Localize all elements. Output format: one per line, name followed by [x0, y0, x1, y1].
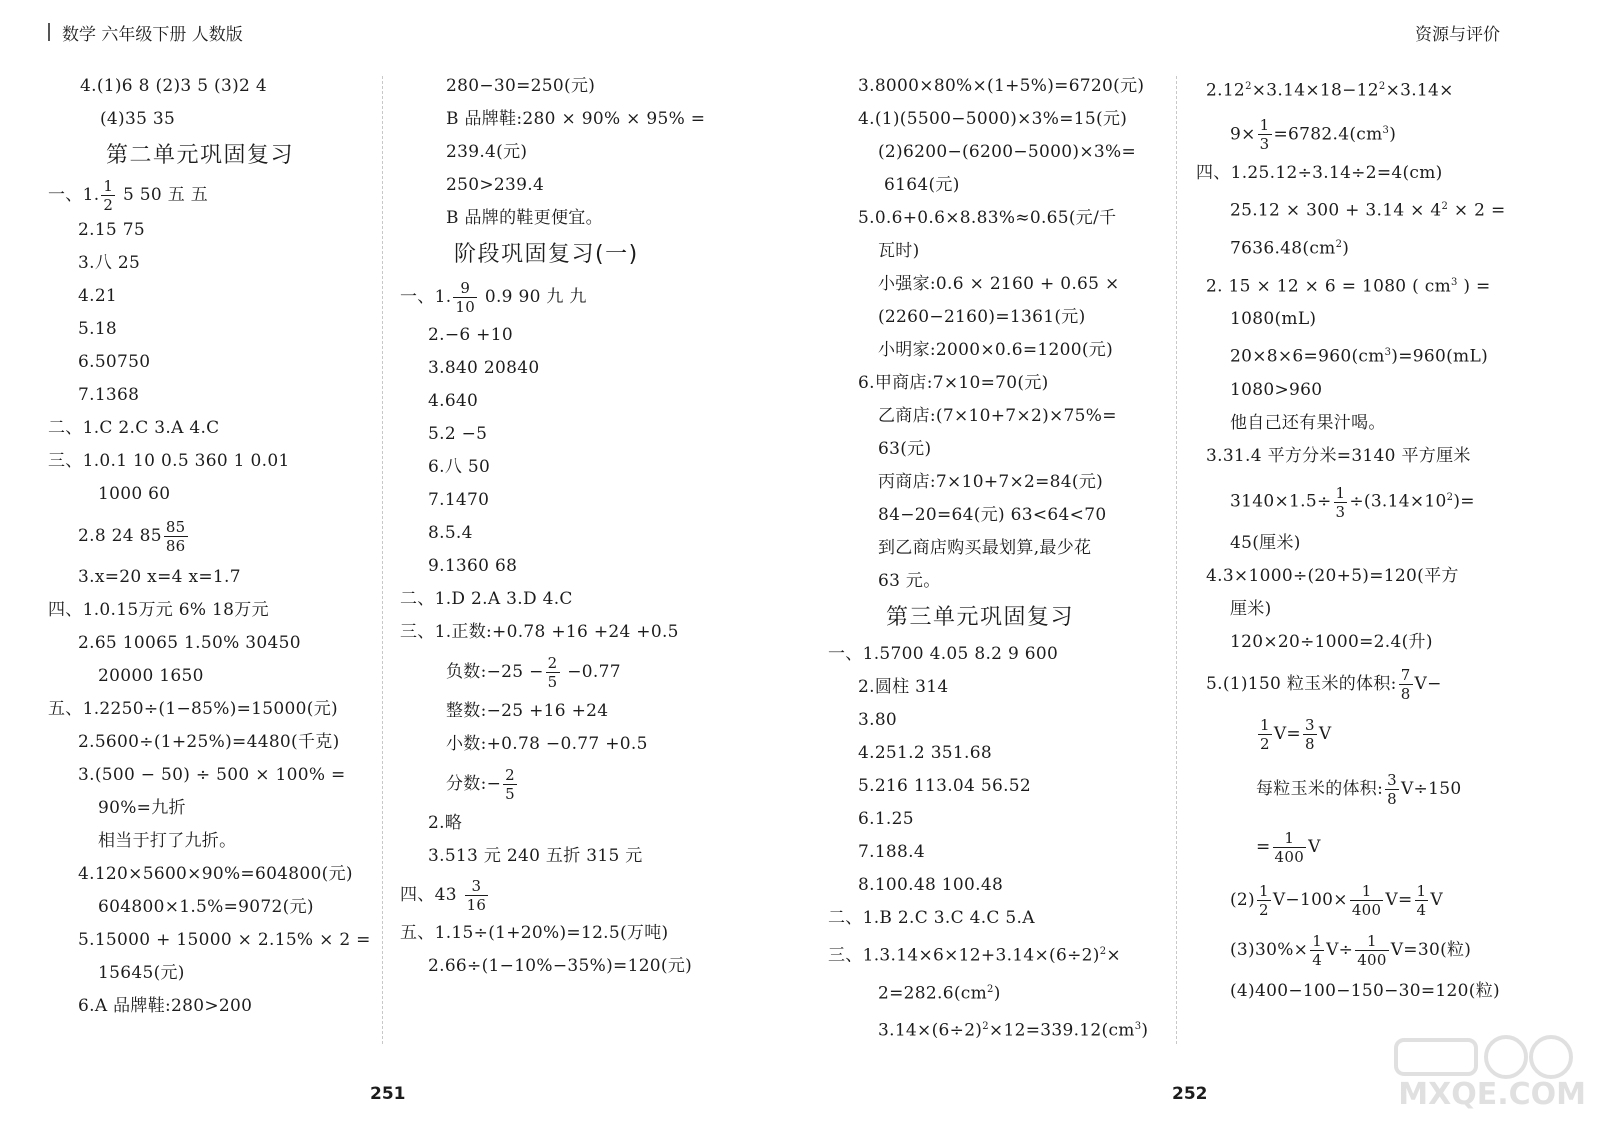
answer-line — [1196, 473, 1536, 527]
answer-text: ×3.14× — [1385, 80, 1454, 101]
answer-line: 三、1.正数:+0.78 +16 +24 +0.5 — [400, 622, 679, 642]
header-left: 数学 六年级下册 人数版 — [62, 25, 243, 45]
fraction — [503, 766, 517, 803]
answer-text: V= — [1273, 723, 1301, 744]
section-heading: 阶段巩固复习(一) — [454, 242, 639, 267]
answer-text: 一、1. — [48, 185, 100, 205]
numerator: 3 — [1387, 770, 1397, 789]
numerator: 1 — [1312, 931, 1323, 950]
header-right: 资源与评价 — [1415, 25, 1500, 45]
answer-line: 3.8000×80%×(1+5%)=6720(元) — [858, 76, 1145, 96]
answer-text: 分数:− — [446, 774, 502, 794]
answer-line: 3.513 元 240 五折 315 元 — [428, 846, 643, 866]
answer-text: ) — [993, 983, 1001, 1004]
answer-line — [1196, 228, 1536, 266]
denominator: 86 — [165, 537, 186, 555]
numerator: 1 — [1259, 116, 1270, 135]
answer-line — [1196, 659, 1536, 709]
answer-line: 3.31.4 平方分米=3140 平方厘米 — [1206, 445, 1471, 466]
answer-text: ) — [1141, 1020, 1149, 1041]
answer-line: 二、1.C 2.C 3.A 4.C — [48, 418, 220, 438]
answer-text: −0.77 — [567, 662, 621, 682]
answer-line: 5.15000 + 15000 × 2.15% × 2 = — [78, 930, 371, 950]
numerator: 7 — [1400, 665, 1411, 684]
answer-line: 二、1.D 2.A 3.D 4.C — [400, 589, 573, 609]
answer-line — [828, 973, 1168, 1011]
answer-line: 90%=九折 — [98, 798, 186, 818]
exponent: 2 — [1245, 81, 1252, 92]
answer-line — [1196, 266, 1536, 304]
answer-text: 7636.48(cm — [1230, 238, 1336, 259]
exponent: 2 — [1335, 238, 1343, 250]
answer-text: 负数:−25 − — [446, 662, 544, 682]
denominator: 400 — [1357, 950, 1387, 969]
answer-line: 丙商店:7×10+7×2=84(元) — [878, 472, 1104, 492]
answer-text: 2.12 — [1206, 80, 1246, 101]
numerator: 1 — [1258, 881, 1269, 900]
answer-line: 120×20÷1000=2.4(升) — [1230, 631, 1433, 652]
column-divider — [1176, 76, 1177, 1044]
answer-text: ÷(3.14×10 — [1349, 491, 1447, 512]
answer-text: 3.14×(6÷2) — [878, 1020, 983, 1041]
answer-line: 3.(500 − 50) ÷ 500 × 100% = — [78, 765, 346, 785]
answer-line: 一、1.5700 4.05 8.2 9 600 — [828, 644, 1059, 664]
answer-line: 5.0.6+0.6×8.83%≈0.65(元/千 — [858, 208, 1117, 228]
answer-line: 他自己还有果汁喝。 — [1230, 412, 1386, 433]
answer-text: )=960(mL) — [1391, 346, 1488, 367]
answer-line — [400, 873, 750, 917]
answer-line: 小明家:2000×0.6=1200(元) — [878, 340, 1114, 360]
answer-line: B 品牌的鞋更便宜。 — [446, 208, 603, 228]
answer-text: = — [1256, 836, 1271, 857]
answer-line: 整数:−25 +16 +24 — [446, 701, 609, 721]
answer-text: × — [1106, 945, 1121, 966]
answer-text: 2=282.6(cm — [878, 983, 988, 1004]
answer-line: 2.圆柱 314 — [858, 677, 949, 697]
answer-text: 20×8×6=960(cm — [1230, 346, 1385, 367]
numerator: 1 — [1260, 715, 1270, 734]
exponent: 2 — [982, 1021, 989, 1033]
fraction — [1385, 771, 1399, 808]
answer-line: 2.65 10065 1.50% 30450 — [78, 633, 301, 653]
answer-line: 4.120×5600×90%=604800(元) — [78, 864, 353, 884]
watermark-text: MXQE.COM — [1398, 1077, 1586, 1112]
answer-line: 5.18 — [78, 319, 118, 339]
answer-line: 五、1.2250÷(1−85%)=15000(元) — [48, 699, 338, 719]
exponent: 3 — [1382, 124, 1390, 136]
answer-text: 0.9 90 九 九 — [484, 287, 587, 307]
answer-text: ) = — [1457, 276, 1491, 297]
answer-line — [1196, 336, 1536, 374]
numerator: 1 — [1273, 829, 1307, 848]
answer-text: ×3.14×18−12 — [1251, 80, 1379, 101]
answer-line: 250>239.4 — [446, 175, 545, 195]
answer-line: 3.80 — [858, 710, 898, 730]
numerator: 2 — [547, 654, 558, 672]
answer-text: V÷ — [1326, 939, 1354, 960]
answer-line: 45(厘米) — [1230, 532, 1301, 553]
answer-line: 厘米) — [1230, 598, 1272, 619]
denominator: 8 — [1304, 734, 1315, 753]
answer-line — [1196, 190, 1536, 228]
answer-line: 4.(1)6 8 (2)3 5 (3)2 4 — [80, 76, 267, 96]
page-number-left: 251 — [370, 1084, 406, 1104]
answer-line: 6.50750 — [78, 352, 151, 372]
answer-text: 3140×1.5÷ — [1230, 491, 1332, 512]
exponent: 2 — [1441, 201, 1449, 213]
denominator: 4 — [1416, 900, 1427, 919]
answer-text: 2. 15 × 12 × 6 = 1080 ( cm — [1206, 276, 1452, 297]
answer-column-1 — [48, 70, 378, 1023]
answer-line — [400, 649, 750, 695]
answer-line: 6.八 50 — [428, 457, 491, 477]
answer-line: 604800×1.5%=9072(元) — [98, 897, 314, 917]
fraction — [453, 279, 477, 316]
answer-line: 小强家:0.6 × 2160 + 0.65 × — [878, 274, 1120, 294]
answer-line: (2)6200−(6200−5000)×3%= — [878, 142, 1136, 162]
answer-line — [400, 275, 750, 319]
header-tick — [48, 23, 50, 41]
answer-line: 1080>960 — [1230, 379, 1323, 400]
answer-line: 9.1360 68 — [428, 556, 518, 576]
answer-text: 三、1.3.14×6×12+3.14×(6÷2) — [828, 945, 1100, 966]
fraction — [1257, 882, 1271, 919]
exponent: 3 — [1451, 276, 1458, 288]
answer-line: (2260−2160)=1361(元) — [878, 307, 1086, 327]
answer-line — [1196, 759, 1536, 819]
answer-line: 四、1.25.12÷3.14÷2=4(cm) — [1196, 163, 1443, 184]
numerator: 1 — [1350, 882, 1384, 901]
answer-line: 1000 60 — [98, 484, 171, 504]
answer-line — [1196, 70, 1536, 108]
answer-line: (4)400−100−150−30=120(粒) — [1230, 980, 1500, 1001]
answer-line: 3.x=20 x=4 x=1.7 — [78, 567, 241, 587]
answer-line: 7.188.4 — [858, 842, 925, 862]
answer-text: V — [1308, 836, 1321, 857]
answer-line: 2.略 — [428, 813, 463, 833]
answer-column-4 — [1196, 70, 1536, 1008]
answer-line — [828, 935, 1168, 973]
exponent: 3 — [1134, 1021, 1142, 1033]
denominator: 5 — [505, 785, 516, 803]
fraction — [546, 654, 560, 691]
denominator: 10 — [455, 298, 476, 316]
answer-line: 8.5.4 — [428, 523, 473, 543]
answer-line: 6.A 品牌鞋:280>200 — [78, 996, 253, 1016]
numerator: 2 — [505, 766, 516, 784]
answer-line: 3.840 20840 — [428, 358, 540, 378]
numerator: 1 — [1355, 932, 1389, 951]
numerator: 85 — [165, 518, 186, 536]
exponent: 2 — [1446, 491, 1454, 503]
exponent: 2 — [987, 983, 994, 995]
fraction — [101, 177, 115, 214]
answer-line: 二、1.B 2.C 3.C 4.C 5.A — [828, 908, 1035, 928]
denominator: 4 — [1312, 950, 1323, 969]
exponent: 2 — [1099, 946, 1107, 957]
answer-line: 2.15 75 — [78, 220, 145, 240]
answer-line — [48, 176, 378, 214]
exponent: 2 — [1378, 81, 1386, 92]
answer-line: 280−30=250(元) — [446, 76, 596, 96]
answer-text: =6782.4(cm — [1273, 124, 1383, 145]
answer-line: 4.640 — [428, 391, 479, 411]
answer-text: ) — [1342, 238, 1350, 259]
fraction — [164, 518, 188, 555]
answer-text: 2.8 24 85 — [78, 526, 162, 546]
answer-line: 5.216 113.04 56.52 — [858, 776, 1032, 796]
answer-line: 到乙商店购买最划算,最少花 — [878, 538, 1092, 558]
fraction — [1303, 716, 1317, 753]
answer-line: 6164(元) — [884, 175, 960, 195]
answer-line: 相当于打了九折。 — [98, 831, 237, 851]
denominator: 5 — [547, 673, 558, 691]
answer-line: 20000 1650 — [98, 666, 204, 686]
answer-text: 一、1. — [400, 287, 452, 307]
answer-line: 2.−6 +10 — [428, 325, 513, 345]
fraction — [465, 877, 489, 914]
answer-line — [828, 1010, 1168, 1048]
numerator: 1 — [1335, 483, 1346, 502]
answer-text: × 2 = — [1448, 200, 1506, 221]
answer-line: 2.66÷(1−10%−35%)=120(元) — [428, 956, 693, 976]
denominator: 2 — [1258, 900, 1269, 919]
answer-text: V — [1430, 889, 1443, 910]
answer-line — [1196, 709, 1536, 759]
numerator: 9 — [453, 279, 477, 298]
answer-line — [1196, 925, 1536, 975]
answer-line: 4.3×1000÷(20+5)=120(平方 — [1206, 565, 1459, 586]
numerator: 1 — [103, 177, 114, 195]
section-heading: 第三单元巩固复习 — [886, 605, 1075, 630]
denominator: 400 — [1351, 900, 1382, 919]
denominator: 16 — [466, 896, 487, 914]
answer-text: ×12=339.12(cm — [988, 1020, 1135, 1041]
fraction — [1334, 484, 1348, 521]
fraction — [1415, 882, 1429, 919]
section-heading: 第二单元巩固复习 — [106, 143, 295, 168]
denominator: 3 — [1259, 135, 1270, 154]
denominator: 400 — [1274, 847, 1305, 866]
answer-text: 5.(1)150 粒玉米的体积: — [1206, 673, 1397, 694]
fraction — [1399, 666, 1413, 703]
fraction — [1350, 882, 1384, 919]
watermark-logo — [1356, 1032, 1586, 1112]
answer-text: 5 50 五 五 — [122, 185, 209, 205]
denominator: 3 — [1335, 502, 1346, 521]
answer-line: 63 元。 — [878, 571, 941, 591]
answer-line: 小数:+0.78 −0.77 +0.5 — [446, 734, 648, 754]
answer-line: 4.251.2 351.68 — [858, 743, 992, 763]
answer-line: 3.八 25 — [78, 253, 141, 273]
answer-line: 63(元) — [878, 439, 932, 459]
column-divider — [382, 76, 383, 1044]
answer-column-2 — [400, 70, 750, 983]
answer-text: ) — [1389, 124, 1397, 145]
answer-line — [1196, 819, 1536, 875]
denominator: 8 — [1400, 684, 1411, 703]
fraction — [1310, 932, 1324, 969]
fraction — [1355, 932, 1389, 969]
denominator: 8 — [1387, 789, 1397, 808]
answer-line — [1196, 875, 1536, 925]
answer-line: 1080(mL) — [1230, 309, 1317, 330]
fraction — [1273, 829, 1307, 866]
answer-line: 4.21 — [78, 286, 118, 306]
answer-text: V= — [1385, 889, 1413, 910]
answer-line: 2.5600÷(1+25%)=4480(千克) — [78, 732, 340, 752]
answer-line: 6.1.25 — [858, 809, 914, 829]
answer-line — [1196, 108, 1536, 158]
answer-text: 9× — [1230, 124, 1256, 145]
answer-line: 84−20=64(元) 63<64<70 — [878, 505, 1107, 525]
answer-line: 7.1368 — [78, 385, 140, 405]
answer-line: 239.4(元) — [446, 142, 528, 162]
numerator: 3 — [1304, 715, 1315, 734]
answer-text: V−100× — [1272, 889, 1348, 910]
answer-line — [400, 761, 750, 807]
answer-line: 乙商店:(7×10+7×2)×75%= — [878, 406, 1117, 426]
answer-line: 四、1.0.15万元 6% 18万元 — [48, 600, 269, 620]
answer-column-3 — [828, 70, 1168, 1048]
answer-line: 五、1.15÷(1+20%)=12.5(万吨) — [400, 923, 669, 943]
answer-line: 瓦时) — [878, 241, 920, 261]
answer-text: V÷150 — [1400, 778, 1462, 799]
answer-text: 每粒玉米的体积: — [1256, 778, 1384, 799]
fraction — [1258, 116, 1272, 153]
answer-line: 三、1.0.1 10 0.5 360 1 0.01 — [48, 451, 290, 471]
answer-line: (4)35 35 — [100, 109, 176, 129]
answer-line: 8.100.48 100.48 — [858, 875, 1004, 895]
answer-line: 7.1470 — [428, 490, 490, 510]
denominator: 2 — [103, 196, 114, 214]
answer-line: 15645(元) — [98, 963, 185, 983]
fraction — [1258, 716, 1272, 753]
answer-text: 25.12 × 300 + 3.14 × 4 — [1230, 200, 1442, 221]
numerator: 3 — [465, 877, 489, 896]
answer-text: V=30(粒) — [1390, 939, 1472, 960]
answer-line: B 品牌鞋:280 × 90% × 95% = — [446, 109, 706, 129]
answer-line: 6.甲商店:7×10=70(元) — [858, 373, 1049, 393]
page-number-right: 252 — [1172, 1084, 1208, 1104]
answer-text: 四、43 — [400, 885, 457, 905]
denominator: 2 — [1260, 734, 1270, 753]
numerator: 1 — [1416, 881, 1427, 900]
answer-text: V− — [1414, 673, 1442, 694]
answer-line — [48, 511, 378, 561]
answer-text: )= — [1453, 491, 1475, 512]
answer-text: (2) — [1230, 889, 1255, 910]
watermark-seal-icon — [1356, 1032, 1586, 1082]
exponent: 3 — [1384, 347, 1392, 359]
answer-line: 5.2 −5 — [428, 424, 488, 444]
answer-line: 4.(1)(5500−5000)×3%=15(元) — [858, 109, 1128, 129]
answer-text: (3)30%× — [1230, 939, 1309, 960]
answer-text: V — [1318, 723, 1332, 744]
